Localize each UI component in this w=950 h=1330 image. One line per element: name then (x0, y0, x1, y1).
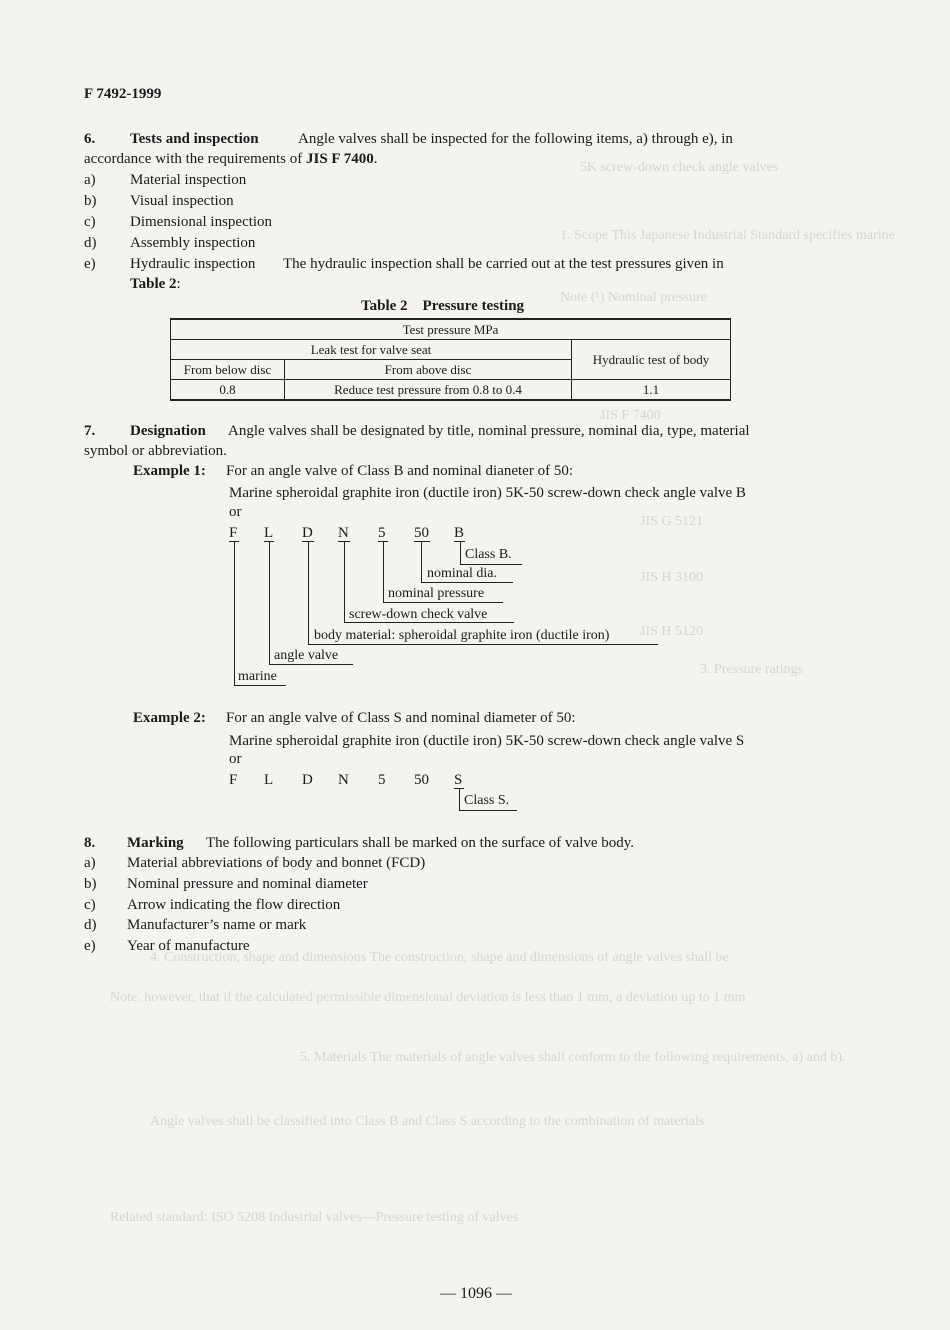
section-8-title: Marking (127, 835, 184, 851)
list-label: Assembly inspection (130, 235, 256, 251)
table-2-caption: Table 2 Pressure testing (361, 298, 525, 314)
section-6-text-line2 (84, 151, 378, 168)
header-body-test: Hydraulic test of body (572, 340, 731, 380)
example-2-full-designation: Marine spheroidal graphite iron (ductile iron) 5K-50 screw-down check angle valve S (229, 733, 745, 749)
section-8-text: The following particulars shall be marked on the surface of valve body. (206, 835, 635, 851)
list-item (84, 917, 534, 934)
list-key: d) (84, 235, 97, 251)
label-body-material: body material: spheroidal graphite iron (ductile iron) (314, 628, 610, 643)
header-test-pressure: Test pressure MPa (171, 319, 731, 340)
list-key: c) (84, 897, 96, 913)
example-2-label: Example 2: (133, 710, 206, 726)
example-1-desc: For an angle valve of Class B and nominal dianeter of 50: (226, 463, 573, 479)
list-label: Manufacturer’s name or mark (127, 917, 307, 933)
list-item (84, 235, 484, 252)
section-7-text-line1: Angle valves shall be designated by title, nominal pressure, nominal dia, type, material (228, 423, 750, 439)
table-row (171, 319, 731, 340)
list-key: a) (84, 855, 96, 871)
label-nominal-pressure: nominal pressure (388, 586, 485, 601)
hydraulic-text: The hydraulic inspection shall be carried out at the test pressures given in (283, 256, 724, 272)
code-letter: L (264, 525, 274, 541)
label-class: Class B. (465, 547, 512, 562)
section-6-text-pre: accordance with the requirements of (84, 151, 306, 167)
list-label: Visual inspection (130, 193, 234, 209)
cell-body-value: 1.1 (572, 380, 731, 401)
example-1-or: or (229, 504, 242, 520)
code-letter: L (264, 772, 274, 788)
list-key: a) (84, 172, 96, 188)
hydraulic-text-line2 (130, 276, 181, 293)
list-item (84, 172, 484, 189)
example-2-desc: For an angle valve of Class S and nominal diameter of 50: (226, 710, 576, 726)
section-7-number: 7. (84, 423, 96, 439)
list-label: Arrow indicating the flow direction (127, 897, 341, 913)
section-6-number: 6. (84, 131, 96, 147)
list-item (84, 938, 534, 955)
section-8-number: 8. (84, 835, 96, 851)
header-below-disc: From below disc (171, 360, 285, 380)
list-key: e) (84, 938, 96, 954)
table-row (171, 380, 731, 401)
code-letter: 50 (414, 772, 429, 788)
code-letter: F (229, 525, 238, 541)
code-letter: 5 (378, 772, 386, 788)
list-key: e) (84, 256, 96, 272)
document-code: F 7492-1999 (84, 86, 162, 102)
list-item (84, 256, 824, 273)
section-6-text-line1: Angle valves shall be inspected for the following items, a) through e), in (298, 131, 733, 147)
code-letter: 50 (414, 525, 429, 541)
label-class-s: Class S. (464, 793, 510, 808)
list-item (84, 897, 534, 914)
code-letter: S (454, 772, 463, 788)
list-label: Material abbreviations of body and bonnet (FCD) (127, 855, 426, 871)
colon: : (176, 276, 181, 292)
list-key: b) (84, 193, 97, 209)
list-label: Dimensional inspection (130, 214, 273, 230)
list-item (84, 193, 484, 210)
section-7-text-line2: symbol or abbreviation. (84, 443, 227, 459)
section-7-title: Designation (130, 423, 206, 439)
label-valve-type: screw-down check valve (349, 607, 488, 622)
cell-below-value: 0.8 (171, 380, 285, 401)
code-letter: D (302, 772, 313, 788)
header-above-disc: From above disc (285, 360, 572, 380)
example-1-full-designation: Marine spheroidal graphite iron (ductile iron) 5K-50 screw-down check angle valve B (229, 485, 746, 501)
header-leak-test: Leak test for valve seat (171, 340, 572, 360)
list-key: d) (84, 917, 97, 933)
section-6-text-post: . (373, 151, 378, 167)
table-2-reference: Table 2 (130, 276, 177, 292)
list-item (84, 855, 534, 872)
list-item (84, 214, 484, 231)
list-key: c) (84, 214, 96, 230)
label-nominal-dia: nominal dia. (427, 566, 497, 581)
list-label: Hydraulic inspection (130, 256, 256, 272)
list-item (84, 876, 534, 893)
code-letter: F (229, 772, 238, 788)
page-number: — 1096 — (440, 1285, 512, 1302)
list-label: Year of manufacture (127, 938, 250, 954)
label-angle-valve: angle valve (274, 648, 339, 663)
example-1-label: Example 1: (133, 463, 206, 479)
list-key: b) (84, 876, 97, 892)
example-2-or: or (229, 751, 242, 767)
code-letter: 5 (378, 525, 386, 541)
pressure-testing-table (170, 318, 731, 401)
code-letter: B (454, 525, 465, 541)
table-row (171, 340, 731, 360)
jis-reference: JIS F 7400 (305, 151, 374, 167)
code-letter: D (302, 525, 313, 541)
code-letter: N (338, 772, 349, 788)
section-6-title: Tests and inspection (130, 131, 259, 147)
code-letter: N (338, 525, 349, 541)
list-label: Material inspection (130, 172, 247, 188)
label-marine: marine (238, 669, 277, 684)
cell-above-value: Reduce test pressure from 0.8 to 0.4 (285, 380, 572, 401)
list-label: Nominal pressure and nominal diameter (127, 876, 368, 892)
